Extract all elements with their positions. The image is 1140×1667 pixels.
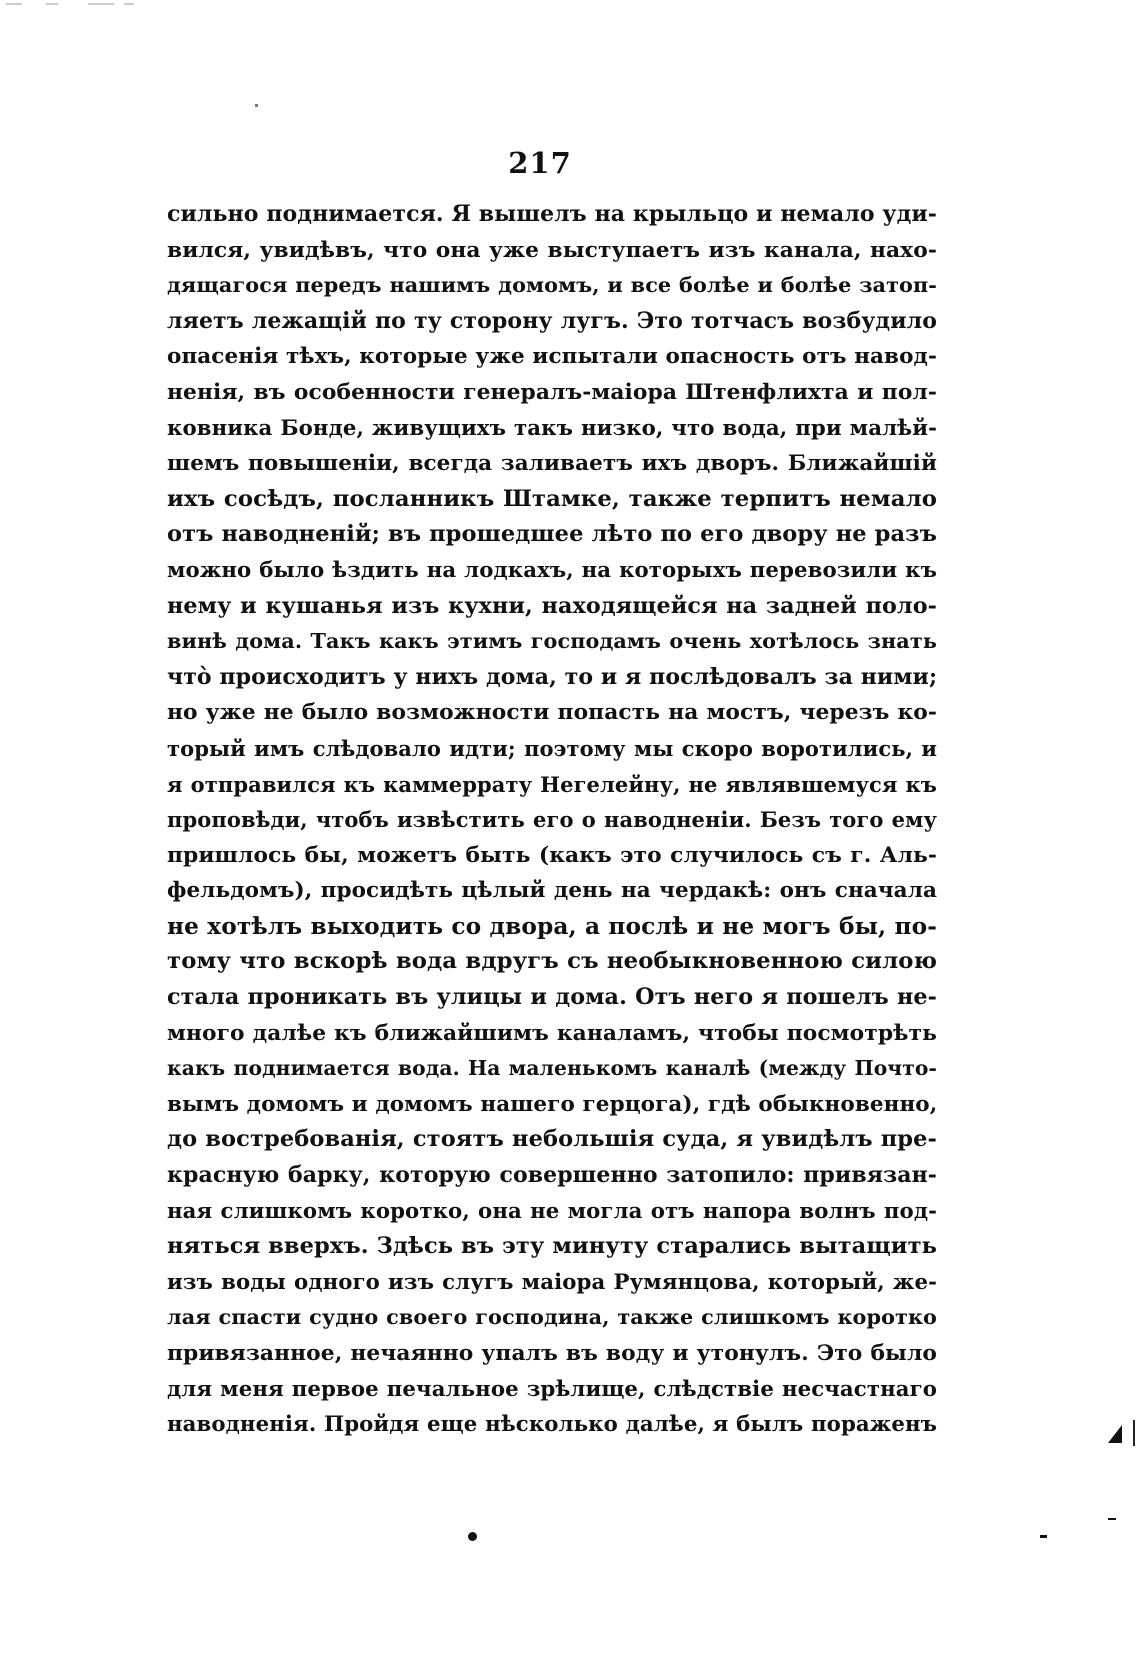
text-line: красную барку, которую совершенно затопило: привязан- <box>167 1162 937 1189</box>
text-line: ная слишкомъ коротко, она не могла отъ напора волнъ под- <box>167 1198 937 1224</box>
ink-speck <box>1108 1518 1116 1520</box>
text-line: лая спасти судно своего господина, также слишкомъ коротко <box>167 1305 937 1330</box>
text-line: какъ поднимается вода. На маленькомъ каналѣ (между Почто- <box>167 1056 937 1081</box>
page-number: 217 <box>508 146 572 180</box>
text-line: вился, увидѣвъ, что она уже выступаетъ изъ канала, нахо- <box>167 237 937 263</box>
text-line: можно было ѣздить на лодкахъ, на которыхъ перевозили къ <box>167 557 937 583</box>
text-line: шемъ повышеніи, всегда заливаетъ ихъ дворъ. Ближайшій <box>167 451 937 477</box>
text-line: ковника Бонде, живущихъ такъ низко, что вода, при малѣй- <box>167 415 937 441</box>
text-line: няться вверхъ. Здѣсь въ эту минуту старались вытащить <box>167 1233 937 1260</box>
text-line: до востребованія, стоятъ небольшія суда, я увидѣлъ пре- <box>167 1126 937 1153</box>
text-line: привязанное, нечаянно упалъ въ воду и утонулъ. Это было <box>167 1341 937 1366</box>
text-line: изъ воды одного изъ слугъ маіора Румянцова, который, же- <box>167 1269 937 1295</box>
text-line: ихъ сосѣдъ, посланникъ Штамке, также терпитъ немало <box>167 485 937 512</box>
margin-bar <box>1133 1420 1135 1446</box>
scan-edge-mark <box>6 2 136 6</box>
text-line: много далѣе къ ближайшимъ каналамъ, чтобы посмотрѣть <box>167 1020 937 1046</box>
text-line: я отправился къ каммеррату Негелейну, не являвшемуся къ <box>167 771 937 797</box>
text-line: что̀ происходитъ у нихъ дома, то и я послѣдовалъ за ними; <box>167 663 937 690</box>
text-line: ляетъ лежащій по ту сторону лугъ. Это тотчасъ возбудило <box>167 307 937 334</box>
text-line: пришлось бы, можетъ быть (какъ это случилось съ г. Аль- <box>167 842 937 868</box>
text-line: дящагося передъ нашимъ домомъ, и все болѣе и болѣе затоп- <box>167 273 937 298</box>
text-line: фельдомъ), просидѣть цѣлый день на чердакѣ: онъ сначала <box>167 878 937 904</box>
text-line: винѣ дома. Такъ какъ этимъ господамъ очень хотѣлось знать <box>167 629 937 654</box>
text-line: не хотѣлъ выходить со двора, а послѣ и не могъ бы, по- <box>167 912 937 940</box>
ink-speck <box>1040 1535 1047 1538</box>
text-line: проповѣди, чтобъ извѣстить его о наводненіи. Безъ того ему <box>167 807 937 833</box>
text-line: для меня первое печальное зрѣлище, слѣдствіе несчастнаго <box>167 1376 937 1402</box>
text-line: ненія, въ особенности генералъ-маіора Штенфлихта и пол- <box>167 379 937 405</box>
text-line: тому что вскорѣ вода вдругъ съ необыкновенною силою <box>167 948 937 975</box>
ink-dot <box>468 1532 477 1541</box>
text-line: опасенія тѣхъ, которые уже испытали опасность отъ навод- <box>167 344 937 370</box>
text-line: вымъ домомъ и домомъ нашего герцога), гдѣ обыкновенно, <box>167 1091 937 1117</box>
body-text <box>167 197 937 1443</box>
text-line: наводненія. Пройдя еще нѣсколько далѣе, я былъ пораженъ <box>167 1412 937 1438</box>
text-line: сильно поднимается. Я вышелъ на крыльцо и немало уди- <box>167 201 937 227</box>
margin-mark-icon <box>1108 1425 1122 1443</box>
text-line: отъ наводненій; въ прошедшее лѣто по его двору не разъ <box>167 521 937 548</box>
text-line: стала проникать въ улицы и дома. Отъ него я пошелъ не- <box>167 984 937 1011</box>
text-line: нему и кушанья изъ кухни, находящейся на задней поло- <box>167 592 937 619</box>
text-line: но уже не было возможности попасть на мостъ, черезъ ко- <box>167 700 937 726</box>
text-line: торый имъ слѣдовало идти; поэтому мы скоро воротились, и <box>167 735 937 761</box>
ink-speck <box>255 104 258 107</box>
